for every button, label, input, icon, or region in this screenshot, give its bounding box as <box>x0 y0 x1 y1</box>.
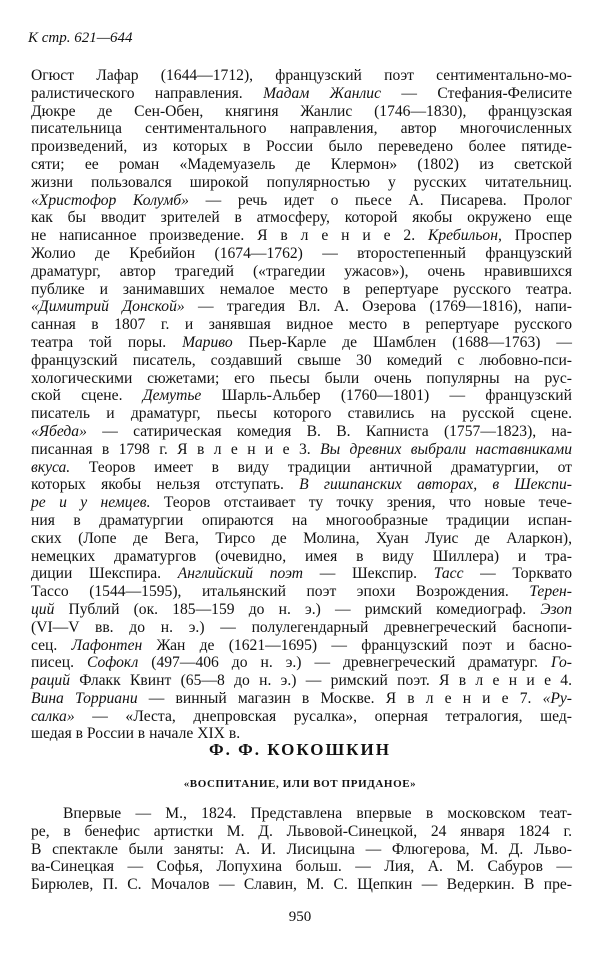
text-run: сец. <box>31 636 72 654</box>
text-line <box>31 138 572 156</box>
italic-term: «Димитрий Донской» <box>31 298 185 316</box>
text-line: Впервые — М., 1824. Представлена впервые в московском теат- <box>63 805 572 822</box>
italic-term: Тасс <box>433 565 464 583</box>
text-line <box>31 423 572 441</box>
text-line: Бирюлев, П. С. Мочалов — Славин, М. С. Щепкин — Ведеркин. В пре- <box>31 876 572 894</box>
text-line <box>31 530 572 548</box>
text-run: ских (Лопе де Вега, Тирсо де Молина, Хуан Луис де Аларкон), <box>31 529 572 547</box>
text-run: — Торквато <box>463 565 573 583</box>
text-run: (497—406 до н. э.) — древнегреческий драматург. <box>138 654 551 672</box>
italic-term: Го- <box>550 654 572 672</box>
text-run: немецких драматургов (очевидно, имея в виду Шиллера) и тра- <box>31 547 572 565</box>
text-line <box>31 298 572 316</box>
text-line <box>31 316 572 334</box>
text-run: французский писатель, создавший свыше 30 комедий с любовно-пси- <box>31 351 572 369</box>
italic-term: «Ру- <box>542 689 572 707</box>
italic-term: Лафонтен <box>71 636 143 654</box>
page-number: 950 <box>288 909 312 925</box>
italic-term: «Ябеда» <box>31 422 87 440</box>
text-line <box>31 174 572 192</box>
italic-term: В гишпанских авторах, в Шекспи- <box>299 476 572 494</box>
text-line <box>31 120 572 138</box>
text-run: Публий (ок. 185—159 до н. э.) — римский комедиограф. <box>54 600 541 618</box>
text-line <box>31 387 572 405</box>
text-run: — винный магазин в Москве. Я в л е н и е 7. <box>137 689 543 707</box>
text-line <box>31 192 572 210</box>
italic-term: Мариво <box>182 333 233 351</box>
text-line <box>31 672 572 690</box>
italic-term: Эзоп <box>540 600 572 618</box>
text-run: — сатирическая комедия В. В. Капниста (1757—1823), на- <box>86 422 572 440</box>
text-run: Флакк Квинт (65—8 до н. э.) — римский поэт. Я в л е н и е 4. <box>69 672 572 690</box>
text-run: — «Леста, днепровская русалка», оперная тетралогия, шед- <box>74 707 572 725</box>
italic-term: «Христофор Колумб» <box>31 191 189 209</box>
author-heading: Ф. Ф. КОКОШКИН <box>209 740 391 759</box>
text-line <box>31 156 572 174</box>
text-run: диции Шекспира. <box>31 565 178 583</box>
text-line <box>31 352 572 370</box>
italic-term: Английский поэт <box>177 565 304 583</box>
text-run: публике и занимавших немалое место в репертуаре русского театра. <box>31 280 572 298</box>
text-run: ралистического направления. <box>31 84 264 102</box>
text-line <box>31 654 572 672</box>
text-line <box>31 708 572 726</box>
text-line <box>31 548 572 566</box>
text-run: — Шекспир. <box>303 565 434 583</box>
italic-term: Софокл <box>86 654 139 672</box>
text-run: ния в драматургии опираются на многообразные традиции испан- <box>31 511 572 529</box>
text-line <box>31 103 572 121</box>
italic-term: Вы древних выбрали наставниками <box>320 440 572 458</box>
text-run: писательница сентиментального направления, автор многочисленных <box>31 120 572 138</box>
text-run: Огюст Лафар (1644—1712), французский поэт сентиментально-мо- <box>31 67 572 84</box>
play-commentary <box>31 805 572 894</box>
text-run: сяти; ее роман «Мадемуазель де Клермон» (1802) из светской <box>31 155 572 173</box>
text-line <box>31 281 572 299</box>
text-line: В спектакле были заняты: А. И. Лисицына — Флюгерова, М. Д. Льво- <box>31 840 572 858</box>
text-run: шедая в России в начале XIX в. <box>31 725 241 743</box>
text-line <box>31 476 572 494</box>
text-run: Теоров имеет в виду традиции античной драматургии, от <box>70 458 572 476</box>
text-run: Теоров отстаивает ту точку зрения, что новые тече- <box>150 494 572 512</box>
text-run: санная в 1807 г. и занявшая видное место в репертуаре русского <box>31 316 572 334</box>
text-line <box>31 263 572 281</box>
running-head: К стр. 621—644 <box>28 30 133 46</box>
text-run: Пьер-Карле де Шамблен (1688—1763) — <box>232 333 572 351</box>
text-run: Проспер <box>501 227 572 245</box>
italic-term: Терен- <box>529 583 572 601</box>
text-line <box>31 85 572 103</box>
italic-term: ре и у немцев. <box>31 494 151 512</box>
text-line: ре, в бенефис артистки М. Д. Львовой-Синецкой, 24 января 1824 г. <box>31 822 572 840</box>
text-line <box>31 245 572 263</box>
text-line <box>31 494 572 512</box>
italic-term: раций <box>31 672 70 690</box>
text-run: Шарль-Альбер (1760—1801) — французский <box>201 387 572 405</box>
text-run: произведений, из которых в России было переведено более пятиде- <box>31 138 572 156</box>
text-run: — трагедия Вл. А. Озерова (1769—1816), напи- <box>184 298 573 316</box>
play-title: «ВОСПИТАНИЕ, ИЛИ ВОТ ПРИДАНОЕ» <box>183 778 417 790</box>
text-run: Тассо (1544—1595), итальянский поэт эпохи Возрождения. <box>31 583 530 601</box>
text-line <box>31 459 572 477</box>
italic-term: салка» <box>31 707 75 725</box>
text-run: (VI—V вв. до н. э.) — полулегендарный древнегреческий баснопи- <box>31 618 572 636</box>
text-line <box>31 619 572 637</box>
text-line <box>31 67 572 85</box>
text-run: хологическими сюжетами; его пьесы были очень популярны на рус- <box>31 369 572 387</box>
text-run: драматург, автор трагедий («трагедии ужасов»), очень нравившихся <box>31 262 572 280</box>
text-run: которых якобы нельзя отступать. <box>31 476 300 494</box>
text-line <box>31 370 572 388</box>
text-line <box>31 583 572 601</box>
text-run: — речь идет о пьесе А. Писарева. Пролог <box>188 191 573 209</box>
text-line <box>31 441 572 459</box>
text-run: писатель и драматург, пьесы которого ставились на русской сцене. <box>31 405 572 423</box>
text-run: Дюкре де Сен-Обен, княгиня Жанлис (1746—1830), французская <box>31 102 572 120</box>
italic-term: Демутье <box>142 387 202 405</box>
text-run: писанная в 1798 г. Я в л е н и е 3. <box>31 440 321 458</box>
text-run: не написанное произведение. Я в л е н и е 2. <box>31 227 429 245</box>
text-run: Жолио де Кребийон (1674—1762) — второстепенный французский <box>31 244 572 262</box>
text-run: ской сцене. <box>31 387 143 405</box>
text-line <box>31 690 572 708</box>
italic-term: Мадам Жанлис <box>263 84 382 102</box>
text-run: — Стефания-Фелисите <box>381 84 573 102</box>
commentary-notes <box>31 67 572 743</box>
text-line <box>31 601 572 619</box>
text-line <box>31 637 572 655</box>
text-line <box>31 565 572 583</box>
italic-term: ций <box>31 600 55 618</box>
text-run: жизни пользовался широкой популярностью у русских читательниц. <box>31 173 572 191</box>
text-line <box>31 405 572 423</box>
text-run: Жан де (1621—1695) — французский поэт и басно- <box>142 636 572 654</box>
italic-term: вкуса. <box>31 458 71 476</box>
text-line <box>31 334 572 352</box>
text-line <box>31 512 572 530</box>
text-run: театра той поры. <box>31 333 183 351</box>
text-line <box>31 227 572 245</box>
italic-term: Кребильон, <box>428 227 502 245</box>
text-line <box>31 209 572 227</box>
text-run: писец. <box>31 654 87 672</box>
text-run: как бы вводит зрителей в атмосферу, которой якобы окружено еще <box>31 209 572 227</box>
italic-term: Вина Торриани <box>31 689 138 707</box>
text-line: ва-Синецкая — Софья, Лопухина больш. — Лия, А. М. Сабуров — <box>31 858 572 876</box>
